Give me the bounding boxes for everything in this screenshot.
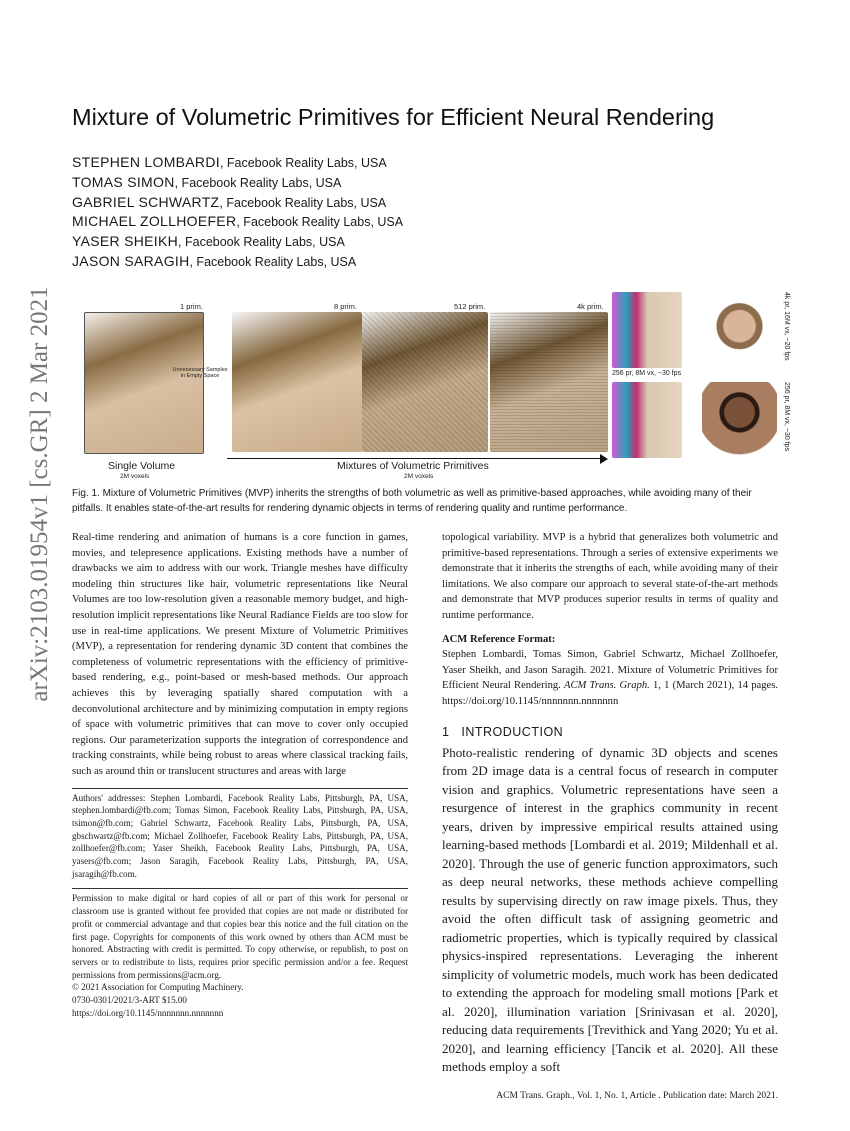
label-right-top: 4k pr, 16M vx, ~20 fps — [783, 292, 790, 361]
acm-ref-details: 1, 1 (March 2021), 14 pages. https://doi.org/10.1145/nnnnnnn.nnnnnnn — [442, 680, 778, 707]
label-mixtures: Mixtures of Volumetric Primitives — [337, 460, 489, 472]
figure-caption: Fig. 1. Mixture of Volumetric Primitives (MVP) inherits the strengths of both volumetric as well as primitive-based approaches, while avoiding many of their pitfalls. It enables state-of-the-art results for rendering dynamic objects in terms of rendering quality and runtime performance. — [72, 488, 752, 514]
acm-ref-journal: ACM Trans. Graph. — [563, 680, 650, 692]
label-unnecessary-samples: Unnecessary Samples in Empty Space — [172, 367, 228, 379]
paper-title: Mixture of Volumetric Primitives for Efficient Neural Rendering — [72, 104, 715, 130]
doi-link[interactable]: https://doi.org/10.1145/nnnnnnn.nnnnnnn — [72, 1007, 224, 1018]
copyright: © 2021 Association for Computing Machinery. — [72, 982, 244, 993]
author-name: STEPHEN LOMBARDI — [72, 154, 220, 170]
author-name: GABRIEL SCHWARTZ — [72, 193, 220, 210]
author-affiliation: , Facebook Reality Labs, USA — [189, 255, 357, 269]
label-right-bottom: 256 pr, 8M vx, ~30 fps — [783, 382, 790, 452]
acm-ref-text — [442, 647, 778, 709]
issn: 0730-0301/2021/3-ART $15.00 — [72, 995, 187, 1006]
author-addresses: Authors' addresses: Stephen Lombardi, Facebook Reality Labs, Pittsburgh, PA, USA, stephen.lombardi@fb.com; Tomas Simon, Facebook Reality Labs, Pittsburgh, PA, USA, tsimon@fb.com; Gabriel Schwartz, Facebook Reality Labs, Pittsburgh, PA, USA, gbschwartz@fb.com; Michael Zollhoefer, Facebook Reality Labs, Pittsburgh, PA, USA, zollhoefer@fb.com; Yaser Sheikh, Facebook Reality Labs, Pittsburgh, PA, USA, yasers@fb.com; Jason Saragih, Facebook Reality Labs, Pittsburgh, PA, USA, jsaragih@fb.com. — [72, 792, 408, 879]
acm-ref-citation: Stephen Lombardi, Tomas Simon, Gabriel Schwartz, Michael Zollhoefer, Yaser Sheikh, and Jason Saragih. 2021. Mixture of Volumetric Primitives for Efficient Neural Rendering. — [442, 649, 778, 692]
permission-text: Permission to make digital or hard copies of all or part of this work for personal or classroom use is granted without fee provided that copies are not made or distributed for profit or commercial advantage and that copies bear this notice and the full citation on the first page. Copyrights for components of this work owned by others than ACM must be honored. Abstracting with credit is permitted. To copy otherwise, or republish, to post on servers or to redistribute to lists, requires prior specific permission and/or a fee. Request permissions from permissions@acm.org. — [72, 893, 408, 980]
right-column — [442, 530, 778, 1077]
author-name: JASON SARAGIH — [72, 253, 190, 269]
author-affiliation: , Facebook Reality Labs, USA — [219, 195, 387, 210]
author-affiliation: , Facebook Reality Labs, USA — [174, 175, 342, 190]
author-affiliation: , Facebook Reality Labs, USA — [219, 156, 387, 170]
section-heading-introduction: 1 INTRODUCTION — [442, 724, 564, 739]
label-8-prim: 8 prim. — [334, 302, 357, 311]
author-name: TOMAS SIMON — [72, 173, 175, 190]
author-name: YASER SHEIKH — [72, 233, 179, 250]
label-single-volume: Single Volume — [108, 460, 176, 472]
left-column — [72, 530, 408, 1077]
label-4k-prim: 4k prim. — [577, 302, 604, 311]
divider — [72, 788, 408, 789]
label-512-prim: 512 prim. — [454, 302, 486, 311]
label-1-prim: 1 prim. — [180, 302, 203, 311]
permission-notice — [72, 892, 408, 1019]
abstract-right: topological variability. MVP is a hybrid that generalizes both volumetric and primitive-based representations. Through a series of extensive experiments we demonstrate that it inherits the strengths of each, while avoiding many of their limitations. We also compare our approach to several state-of-the-art methods and demonstrate that MVP produces superior results in terms of quality and runtime performance. — [442, 532, 778, 621]
page-footer: ACM Trans. Graph., Vol. 1, No. 1, Article . Publication date: March 2021. — [496, 1090, 778, 1101]
author-affiliation: , Facebook Reality Labs, USA — [178, 235, 345, 250]
author-name: MICHAEL ZOLLHOEFER — [72, 213, 237, 230]
author-affiliation: , Facebook Reality Labs, USA — [236, 215, 404, 230]
label-mid: 256 pr, 8M vx, ~30 fps — [612, 370, 682, 377]
label-single-voxels: 2M voxels — [120, 473, 150, 480]
acm-ref-heading: ACM Reference Format: — [442, 633, 556, 645]
label-mix-voxels: 2M voxels — [404, 473, 434, 480]
abstract-left: Real-time rendering and animation of humans is a core function in games, movies, and telepresence applications. Existing methods have a number of drawbacks we aim to address with our work. Triangle meshes have difficulty modeling thin structures like hair, volumetric representations like Neural Volumes are too low-resolution given a reasonable memory budget, and high-resolution implicit representations like Neural Radiance Fields are too slow for use in real-time applications. We present Mixture of Volumetric Primitives (MVP), a representation for rendering dynamic 3D content that combines the completeness of volumetric representations with the efficiency of primitive-based rendering, e.g., point-based or mesh-based methods. Our approach achieves this by leveraging spatially shared computation with a deconvolutional architecture and by minimizing computation in empty regions of space with volumetric primitives that can move to cover only occupied regions. Our parameterization supports the integration of correspondence and tracking constraints, while being robust to areas where classical tracking fails, such as around thin or translucent structures and areas with large — [72, 532, 408, 777]
acm-reference — [442, 632, 778, 710]
body-columns — [72, 0, 778, 1077]
arxiv-stamp: arXiv:2103.01954v1 [cs.GR] 2 Mar 2021 — [26, 286, 53, 702]
divider — [72, 888, 408, 889]
introduction-text: Photo-realistic rendering of dynamic 3D objects and scenes from 2D image data is a central focus of research in computer vision and graphics. Volumetric representations have seen a resurgence of interest in the graphics community in recent years, driven by impressive empirical results attained using learning-based methods [Lombardi et al. 2019; Mildenhall et al. 2020]. Through the use of generic function approximators, such as deep neural networks, these methods achieve compelling results by supervising directly on raw image pixels. Thus, they avoid the often difficult task of assigning geometric and radiometric properties, which is typically required by classical physics-inspired representations. Leveraging the inherent simplicity of volumetric models, much work has been dedicated to extending the approach for modeling small motions [Park et al. 2020], illumination variation [Srinivasan et al. 2020], reducing data requirements [Trevithick and Yang 2020; Yu et al. 2020], and learning efficiency [Tancik et al. 2020]. All these methods employ a soft — [442, 744, 778, 1075]
